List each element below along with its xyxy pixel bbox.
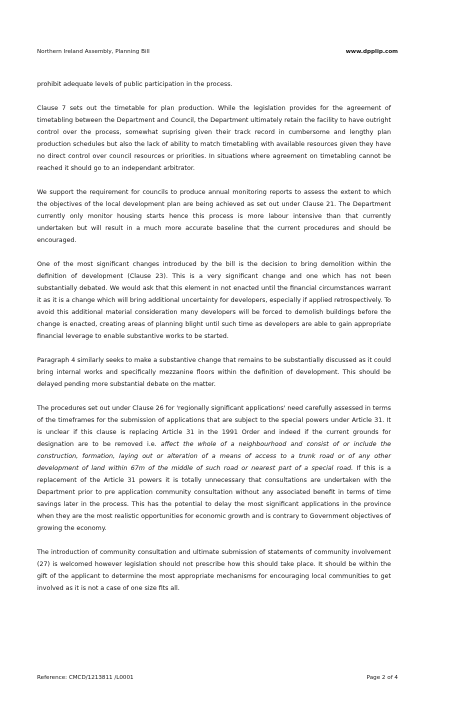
paragraph-continuation: prohibit adequate levels of public participation in the process.	[37, 81, 233, 88]
paragraph-demolition: One of the most significant changes introduced by the bill is the decision to bring demolition within the definition of development (Clause 23). This is a very significant change and one which has not been substantially debated. We would ask that this element in not enacted until the financial circumstances warrant it as it is a change which will bring additional uncertainty for developers, especially if applied retrospectively. To avoid this additional material consideration many developers will be forced to demolish buildings before the change is enacted, creating areas of planning blight until such time as developers are able to gain appropriate financial leverage to enable substantive works to be started.	[37, 261, 391, 340]
header-website-text: www.dpplip.com	[345, 49, 398, 55]
paragraph-clause-7: Clause 7 sets out the timetable for plan production. While the legislation provides for the agreement of timetabling between the Department and Council, the Department ultimately retain the facility to have outright control over the process, somewhat suprising given their track record in cumbersome and lengthy plan production schedules but also the lack of ability to match timetabling with available resources given they have no direct control over council resources or priorities. In situations where agreement on timetabling cannot be reached it should go to an independant arbitrator.	[37, 105, 391, 172]
header-left-text: Northern Ireland Assembly, Planning Bill	[37, 49, 150, 55]
paragraph-clause-26	[37, 403, 391, 535]
footer-reference: Reference: CMCD/1213811 /L0001	[37, 675, 134, 681]
page-header	[37, 49, 398, 55]
paragraph-4: Paragraph 4 similarly seeks to make a substantive change that remains to be substantially discussed as it could bring internal works and specifically mezzanine floors within the definition of development. This should be delayed pending more substantial debate on the matter.	[37, 357, 391, 388]
clause-26-italic-quote: affect the whole of a neighbourhood and consist of or include the construction, formation, laying out or alteration of a means of access to a trunk road or of any other development of land within 67m of the middle of such road or nearest part of a special road.	[37, 441, 391, 472]
clause-26-text-end: If this is a replacement of the Article 31 powers it is totally unnecessary that consultations are undertaken with the Department prior to pre application community consultation without any associated benefit in terms of time savings later in the process. This has the potential to delay the most significant applications in the province when they are the most realistic opportunities for economic growth and is contrary to Government objectives of growing the economy.	[37, 465, 391, 532]
clause-26-text-start: The procedures set out under Clause 26 for 'regionally significant applications' need carefully assessed in terms of the timeframes for the submission of applications that are subject to the special powers under Article 31. It is unclear if this clause is replacing Article 31 in the 1991 Order and indeed if the current grounds for designation are to be removed i.e.	[37, 405, 391, 448]
paragraph-monitoring-reports: We support the requirement for councils to produce annual monitoring reports to assess the extent to which the objectives of the local development plan are being achieved as set out under Clause 21. The Department currently only monitor housing starts hence this process is more labour intensive than that currently undertaken but will result in a much more accurate baseline that the current procedures and should be encouraged.	[37, 189, 391, 244]
document-body	[37, 79, 391, 595]
page-footer	[37, 675, 398, 681]
paragraph-community-consultation: The introduction of community consultation and ultimate submission of statements of community involvement (27) is welcomed however legislation should not prescribe how this should take place. It should be within the gift of the applicant to determine the most appropriate mechanisms for encouraging local communities to get involved as it is not a case of one size fits all.	[37, 549, 391, 592]
footer-page-number: Page 2 of 4	[366, 675, 398, 681]
